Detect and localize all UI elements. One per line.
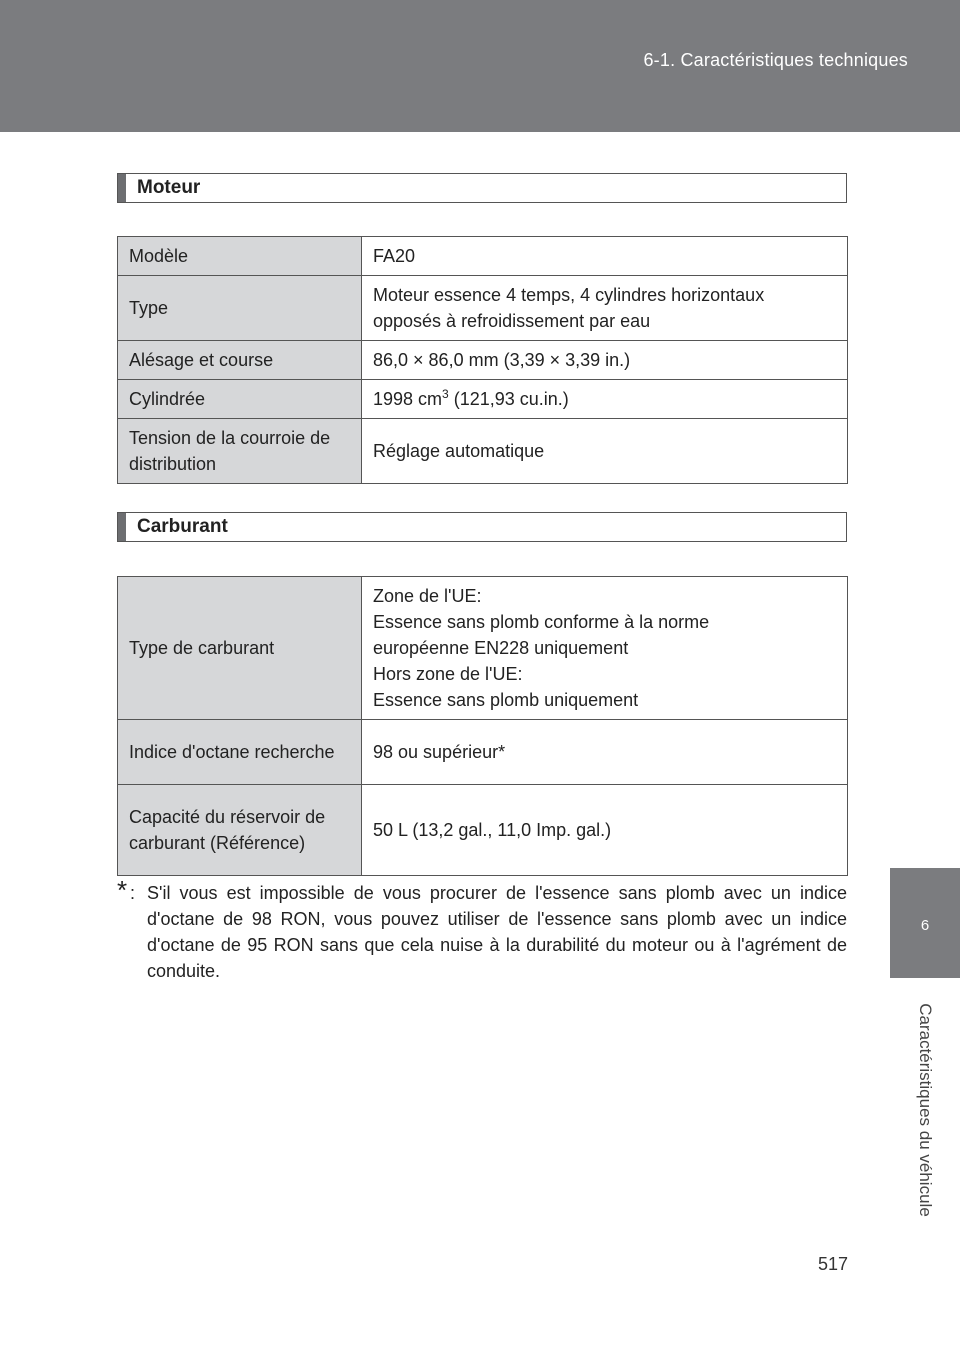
footnote-text: S'il vous est impossible de vous procurer de l'essence sans plomb avec un indice d'octane de 98 RON, vous pouvez utiliser de l'essence sans plomb avec un indice d'octane de 95 RON sans que cela nuise à la durabilité du moteur ou à l'agrément de conduite. bbox=[147, 883, 847, 981]
chapter-title: 6-1. Caractéristiques techniques bbox=[643, 50, 908, 70]
footnote bbox=[117, 875, 847, 984]
spec-key: Alésage et course bbox=[118, 341, 362, 380]
table-row bbox=[118, 276, 848, 341]
spec-value: 50 L (13,2 gal., 11,0 Imp. gal.) bbox=[362, 785, 848, 876]
spec-value: 86,0 × 86,0 mm (3,39 × 3,39 in.) bbox=[362, 341, 848, 380]
table-row bbox=[118, 237, 848, 276]
table-row bbox=[118, 785, 848, 876]
section-heading-bar bbox=[118, 513, 126, 541]
chapter-side-label: Caractéristiques du véhicule bbox=[916, 1003, 935, 1217]
table-row bbox=[118, 577, 848, 720]
footnote-separator: : bbox=[130, 883, 136, 903]
section-heading-bar bbox=[118, 174, 126, 202]
section-heading-text: Carburant bbox=[137, 516, 228, 537]
spec-key: Tension de la courroie de distribution bbox=[118, 419, 362, 484]
chapter-tab bbox=[890, 868, 960, 978]
spec-key: Indice d'octane recherche bbox=[118, 720, 362, 785]
spec-value: FA20 bbox=[362, 237, 848, 276]
spec-key: Cylindrée bbox=[118, 380, 362, 419]
spec-key: Type de carburant bbox=[118, 577, 362, 720]
page-number: 517 bbox=[818, 1254, 849, 1274]
spec-key: Capacité du réservoir de carburant (Référence) bbox=[118, 785, 362, 876]
spec-value: Réglage automatique bbox=[362, 419, 848, 484]
section-heading-carburant bbox=[117, 512, 847, 542]
spec-key: Type bbox=[118, 276, 362, 341]
table-row bbox=[118, 419, 848, 484]
section-heading-moteur bbox=[117, 173, 847, 203]
spec-value: Zone de l'UE: Essence sans plomb conforme à la norme européenne EN228 uniquement Hors zone de l'UE: Essence sans plomb uniquement bbox=[362, 577, 848, 720]
spec-table-carburant bbox=[117, 576, 848, 876]
spec-value: 98 ou supérieur* bbox=[362, 720, 848, 785]
table-row bbox=[118, 341, 848, 380]
header-band bbox=[0, 0, 960, 132]
chapter-tab-number: 6 bbox=[920, 917, 930, 934]
section-heading-text: Moteur bbox=[137, 177, 201, 198]
spec-value: Moteur essence 4 temps, 4 cylindres horizontaux opposés à refroidissement par eau bbox=[362, 276, 848, 341]
table-row bbox=[118, 380, 848, 419]
table-row bbox=[118, 720, 848, 785]
footnote-marker: * bbox=[117, 875, 128, 905]
spec-key: Modèle bbox=[118, 237, 362, 276]
spec-value: 1998 $cm^3$ (121,93 cu.in.) bbox=[362, 380, 848, 419]
spec-table-moteur bbox=[117, 236, 848, 484]
